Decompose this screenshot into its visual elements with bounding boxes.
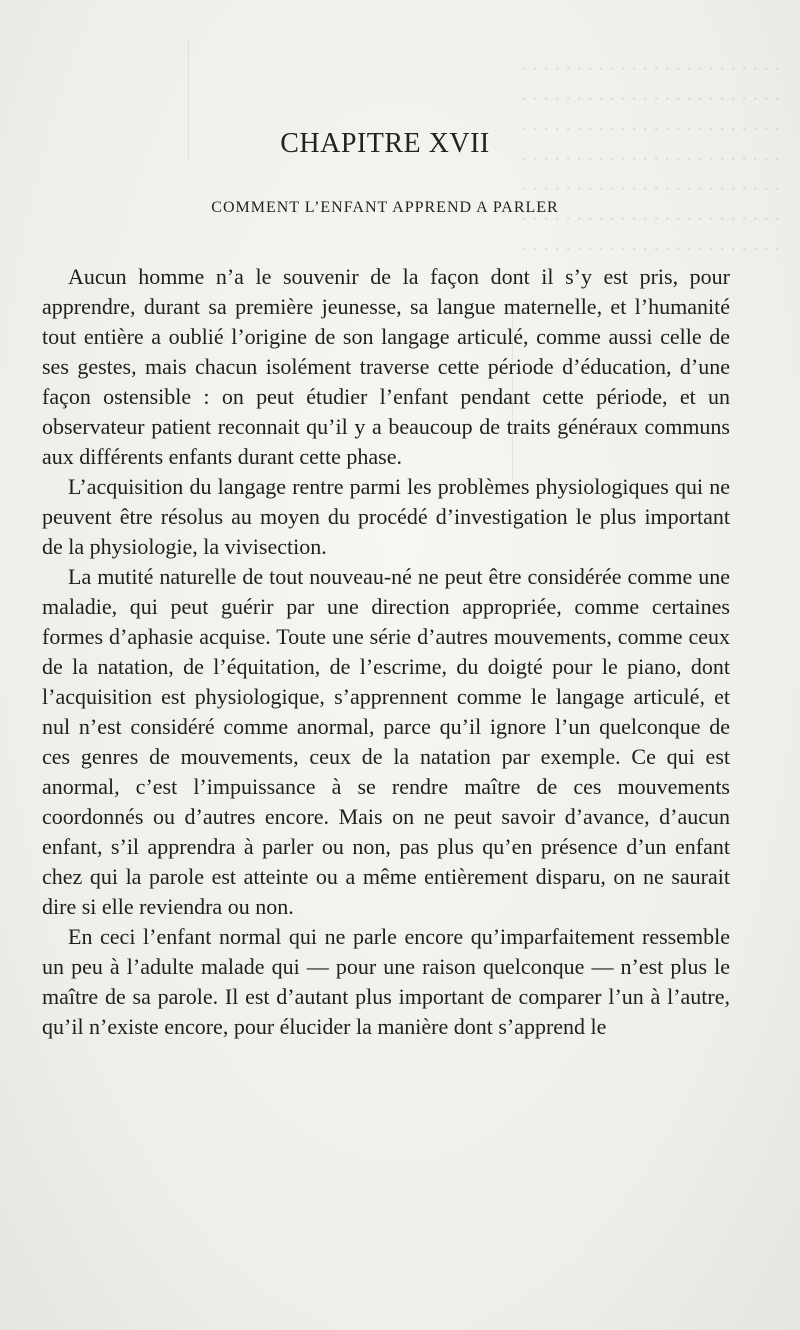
chapter-subtitle: COMMENT L’ENFANT APPREND A PARLER: [211, 199, 559, 216]
paragraph: Aucun homme n’a le souvenir de la façon dont il s’y est pris, pour apprendre, durant sa première jeunesse, sa langue maternelle, et l’humanité tout entière a oublié l’origine de son langage articulé, comme aussi celle de ses gestes, mais chacun isolément traverse cette période d’éducation, d’une façon ostensible : on peut étudier l’enfant pendant cette période, et un observateur patient reconnait qu’il y a beaucoup de traits généraux communs aux différents enfants durant cette phase.: [42, 264, 730, 469]
paragraph: En ceci l’enfant normal qui ne parle encore qu’imparfaitement ressemble un peu à l’adulte malade qui — pour une raison quelconque — n’est plus le maître de sa parole. Il est d’autant plus important de comparer l’un à l’autre, qu’il n’existe encore, pour élucider la manière dont s’apprend le: [42, 924, 730, 1039]
chapter-title: CHAPITRE XVII: [280, 128, 490, 159]
chapter-body: [42, 262, 730, 1042]
paragraph: La mutité naturelle de tout nouveau-né ne peut être considérée comme une maladie, qui peut guérir par une direction appropriée, comme certaines formes d’aphasie acquise. Toute une série d’autres mouvements, comme ceux de la natation, de l’équitation, de l’escrime, du doigté pour le piano, dont l’acquisition est physiologique, s’apprennent comme le langage articulé, et nul n’est considéré comme anormal, parce qu’il ignore l’un quelconque de ces genres de mouvements, ceux de la natation par exemple. Ce qui est anormal, c’est l’impuissance à se rendre maître de ces mouvements coordonnés ou d’autres encore. Mais on ne peut savoir d’avance, d’aucun enfant, s’il apprendra à parler ou non, pas plus qu’en présence d’un enfant chez qui la parole est atteinte ou a même entièrement disparu, on ne saurait dire si elle reviendra ou non.: [42, 564, 730, 919]
paragraph: L’acquisition du langage rentre parmi les problèmes physiologiques qui ne peuvent être résolus au moyen du procédé d’investigation le plus important de la physiologie, la vivisection.: [42, 474, 730, 559]
show-through-texture: . . . . . . . . . . . . . . . . . . . . . . . . . . . . . . . . . . . . . . . . . . . . . . . . . . . . . . . . . . . . . . . . . . . . . . . . . . . . . . . . . . . . . . . . . . . . . . . . . . . . . . . . . . . . . . . . . . . . . . . . . . . . . . . . . . . . . . . . . . . . . . . . . . . . . . . . . . . . . . . . . . . . . . . .: [521, 50, 780, 255]
